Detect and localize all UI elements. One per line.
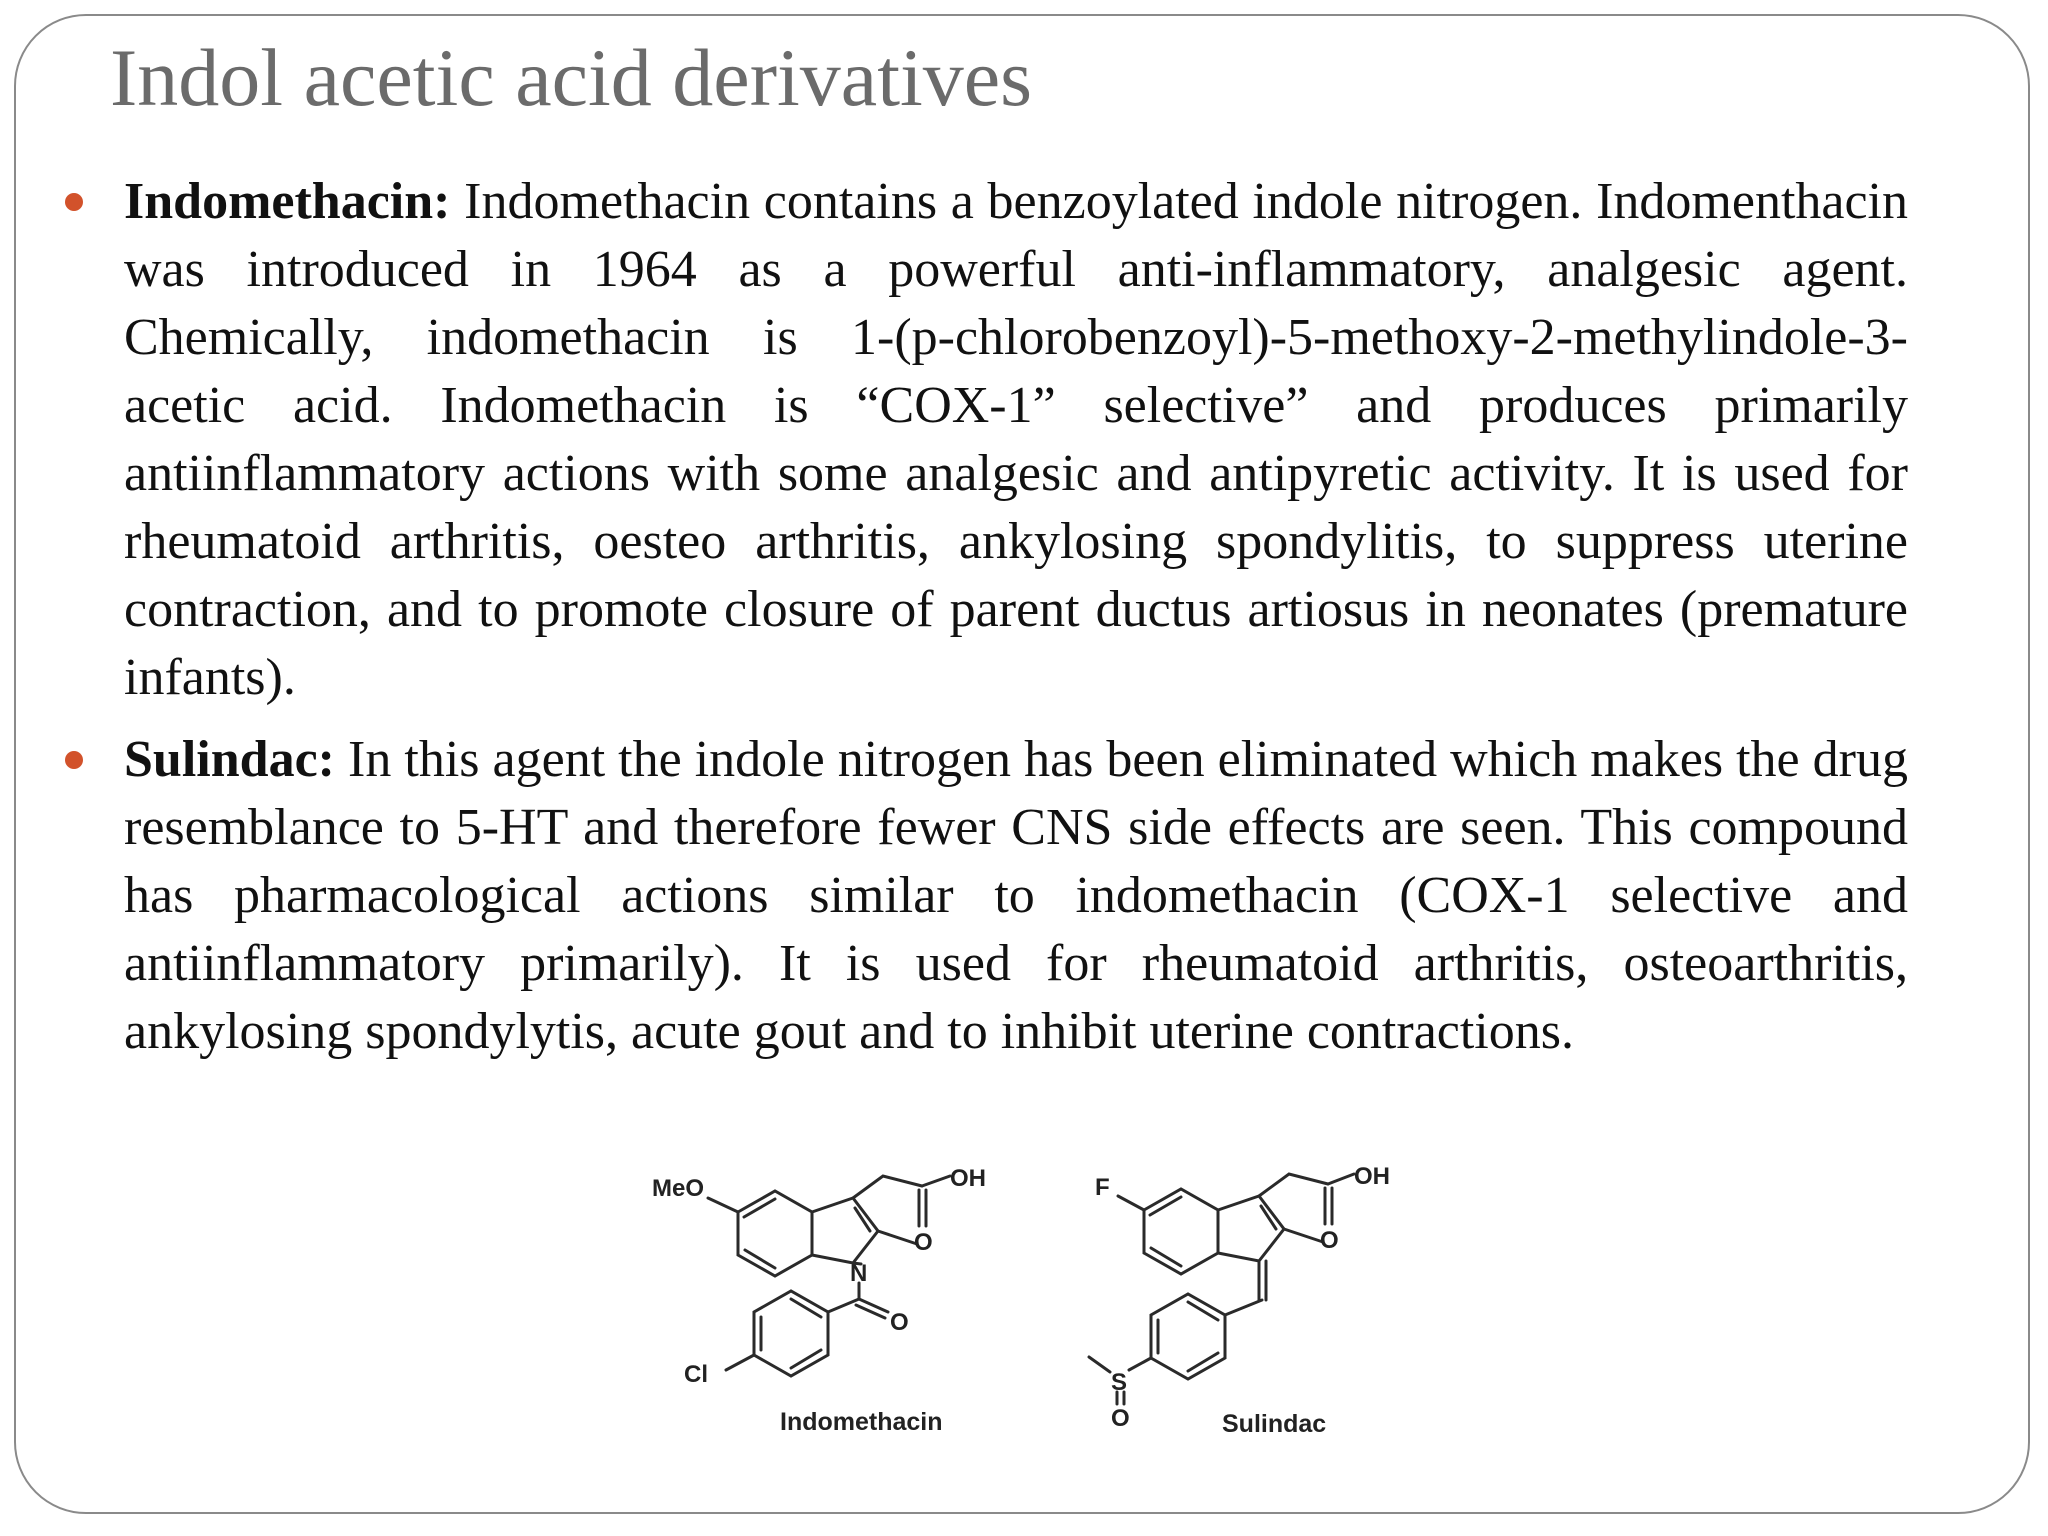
sulfoxide-oxygen-label: O (1111, 1405, 1130, 1432)
bullet-dot-icon (65, 193, 83, 211)
oh-label: OH (950, 1165, 986, 1192)
sulfur-label: S (1111, 1369, 1128, 1396)
meo-label: MeO (652, 1175, 705, 1202)
methyl-bond (1284, 1229, 1323, 1242)
sulindac-caption: Sulindac (1222, 1410, 1327, 1438)
indomethacin-structure (652, 1165, 986, 1436)
chloro-bond (726, 1355, 754, 1370)
bullet-text: In this agent the indole nitrogen has been eliminated which makes the drug resemblance to 5-HT and therefore fewer CNS side effects are seen. This compound has pharmacological actions similar to indomethacin (COX-1 selective and antiinflammatory primarily). It is used for rheumatoid arthritis, osteoarthritis, ankylosing spondylytis, acute gout and to inhibit uterine contractions. (124, 731, 1908, 1060)
bullet-list (0, 168, 2048, 1066)
bullet-item-sulindac (124, 726, 1908, 1066)
oh-label: OH (1354, 1163, 1390, 1190)
methyl-bond (878, 1231, 917, 1244)
double-bond (1188, 1302, 1218, 1320)
double-bond (1150, 1197, 1181, 1215)
s-methyl-bond (1089, 1357, 1110, 1372)
slide-title: Indol acetic acid derivatives (110, 32, 1033, 123)
keto-co-bond (856, 1305, 885, 1318)
double-bond (1188, 1353, 1218, 1371)
acid-oh-bond (1328, 1174, 1354, 1184)
double-bond (791, 1299, 821, 1317)
keto-co-bond (859, 1299, 888, 1312)
sulindac-structure (1089, 1163, 1390, 1438)
indene-benzene-ring (1144, 1189, 1218, 1274)
bullet-item-indomethacin (124, 168, 1908, 712)
bullet-term: Indomethacin: (124, 173, 451, 230)
acid-oxygen-label: O (1320, 1227, 1339, 1254)
double-bond (744, 1199, 775, 1217)
bullet-dot-icon (65, 751, 83, 769)
bullet-term: Sulindac: (124, 731, 335, 788)
chemical-structures-figure (640, 1160, 1460, 1460)
chemical-structures-svg (640, 1160, 1460, 1460)
indomethacin-caption: Indomethacin (780, 1408, 943, 1436)
double-bond (1151, 1248, 1181, 1266)
nitrogen-label: N (850, 1260, 868, 1287)
acetic-chain (1259, 1174, 1328, 1196)
sulfur-bond (1129, 1358, 1151, 1370)
phenyl-ring (1151, 1294, 1225, 1379)
fluoro-bond (1118, 1196, 1144, 1210)
keto-oxygen-label: O (890, 1309, 909, 1336)
methoxy-bond (708, 1198, 738, 1212)
benzylidene-bond (1225, 1300, 1262, 1315)
double-bond (791, 1350, 821, 1368)
bullet-text: Indomethacin contains a benzoylated indole nitrogen. Indomenthacin was introduced in 1964 as a powerful anti-inflammatory, analgesic agent. Chemically, indomethacin is 1-(p-chlorobenzoyl)-5-methoxy-2-methylindole-3-acetic acid. Indomethacin is “COX-1” selective” and produces primarily antiinflammatory actions with some analgesic and antipyretic activity. It is used for rheumatoid arthritis, oesteo arthritis, ankylosing spondylitis, to suppress uterine contraction, and to promote closure of parent ductus artiosus in neonates (premature infants). (124, 173, 1908, 706)
indole-benzene-ring (738, 1191, 812, 1276)
acid-oh-bond (922, 1176, 950, 1186)
aryl-carbonyl-bond (828, 1299, 859, 1312)
double-bond (745, 1250, 775, 1268)
acetic-chain (853, 1176, 922, 1198)
fluorine-label: F (1095, 1174, 1110, 1201)
acid-oxygen-label: O (914, 1229, 933, 1256)
chlorophenyl-ring (754, 1291, 828, 1376)
chlorine-label: Cl (684, 1361, 708, 1388)
